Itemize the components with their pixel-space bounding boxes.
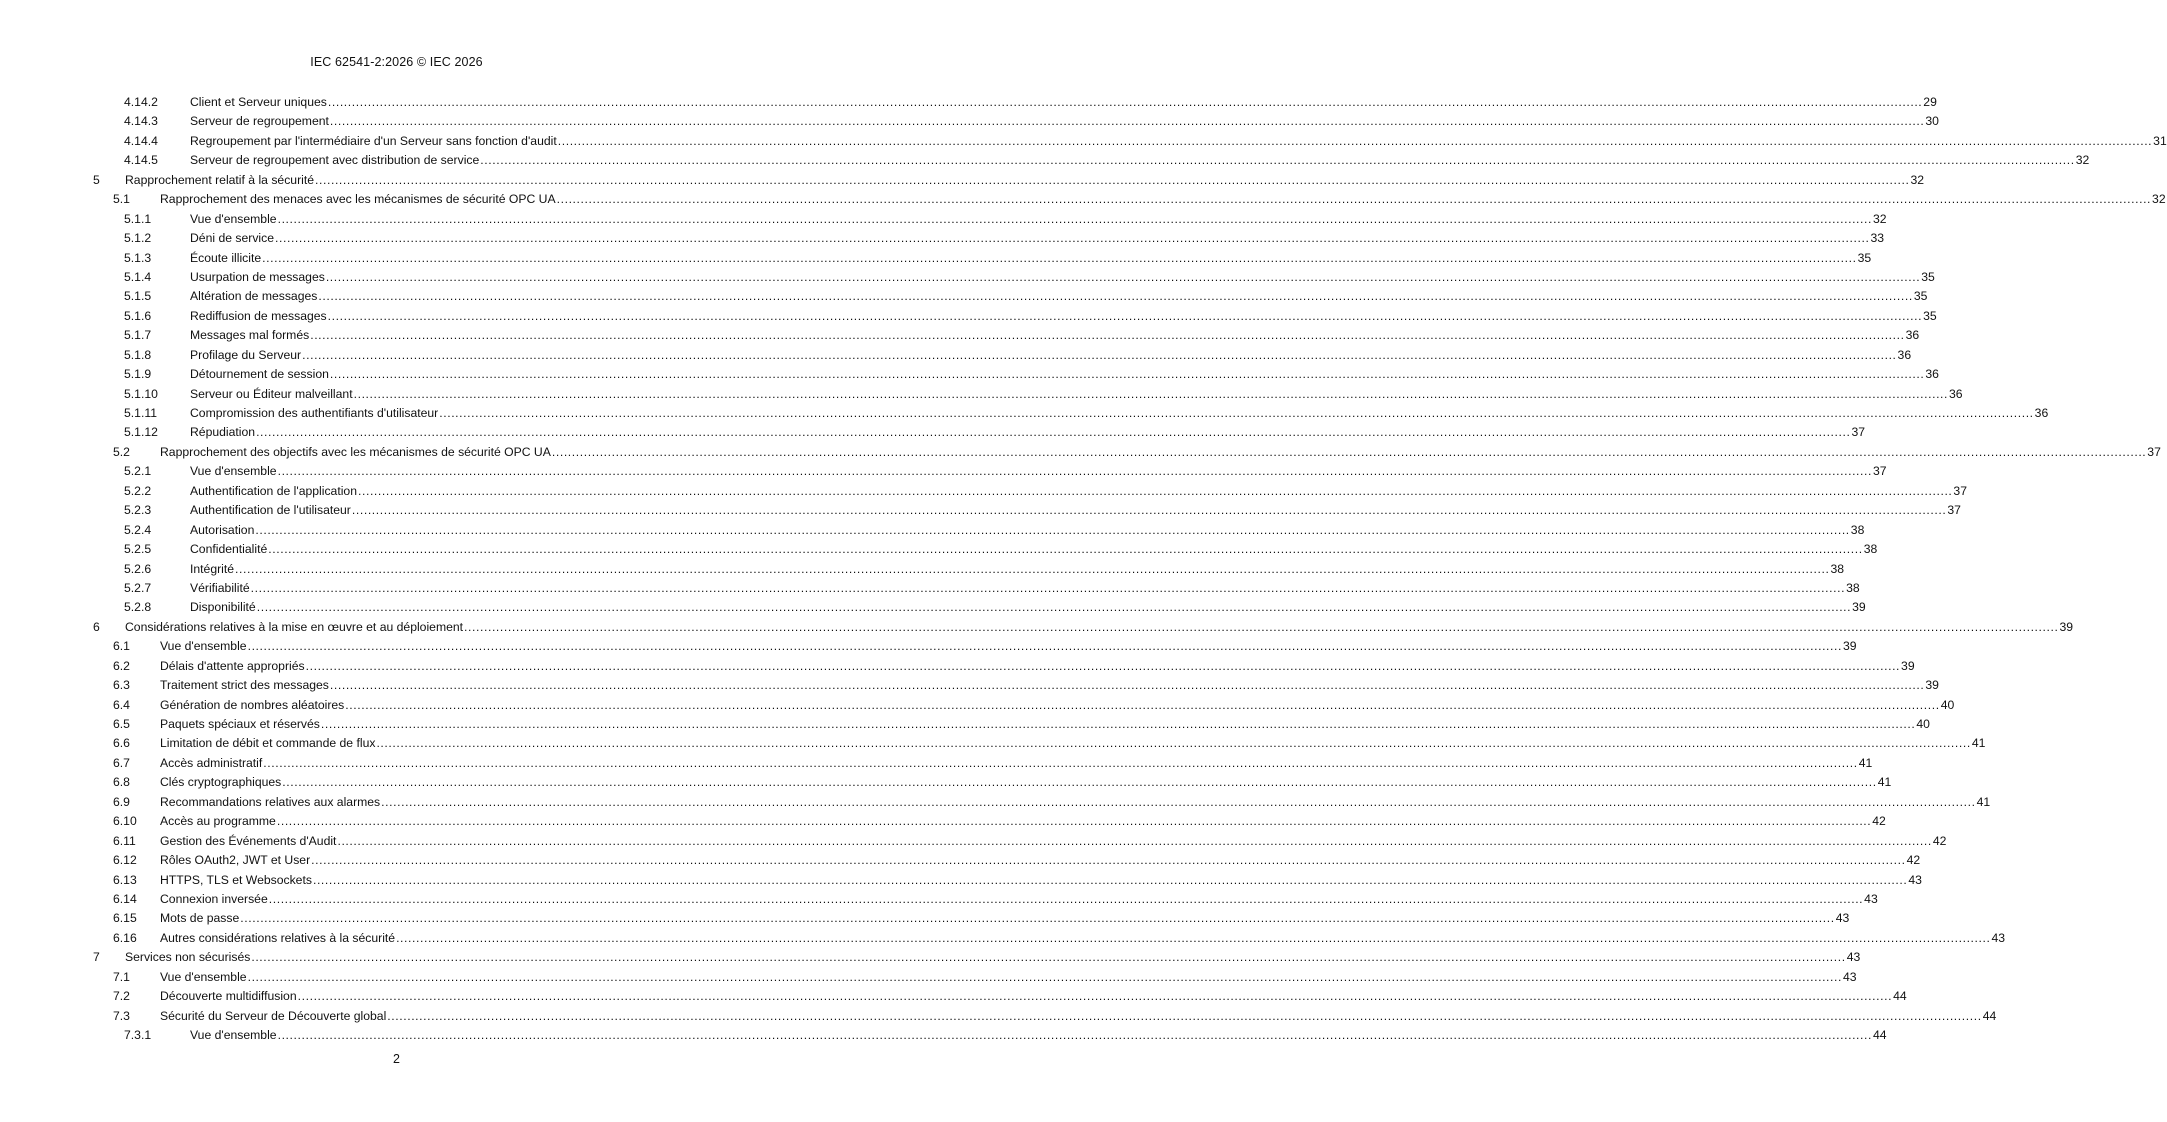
- toc-entry-number: 5.1.10: [124, 386, 158, 401]
- toc-entry-page: 41: [1858, 755, 1873, 770]
- toc-entry-title: Client et Serveur uniques: [190, 95, 327, 109]
- toc-entry[interactable]: [0, 734, 1986, 753]
- toc-entry-page: 41: [1976, 794, 1991, 809]
- toc-entry-title: Serveur de regroupement avec distribution de service: [190, 153, 480, 168]
- toc-entry-line: [160, 443, 2161, 462]
- toc-entry-title: Regroupement par l'intermédiaire d'un Serveur sans fonction d'audit: [190, 133, 557, 148]
- toc-entry[interactable]: [0, 365, 1939, 384]
- toc-entry-line: [190, 404, 2049, 423]
- dot-leader: ................................................................................................................................................................................................................................................................................................................................................................................................................: [351, 503, 1947, 518]
- toc-entry-page: 39: [1901, 658, 1915, 673]
- dot-leader: ................................................................................................................................................................................................................................................................................................................................................................................................................: [262, 250, 1857, 265]
- toc-entry[interactable]: [0, 229, 1884, 248]
- toc-entry[interactable]: [0, 715, 1930, 734]
- toc-entry-line: [160, 793, 1991, 812]
- toc-entry-number: 4.14.3: [124, 114, 158, 129]
- toc-entry[interactable]: [0, 93, 1937, 112]
- toc-entry[interactable]: [0, 307, 1937, 326]
- toc-entry-title: Rapprochement relatif à la sécurité: [125, 172, 315, 187]
- toc-entry[interactable]: [0, 657, 1915, 676]
- toc-entry-title: Accès au programme: [160, 814, 276, 829]
- toc-entry-line: [160, 968, 1857, 987]
- toc-entry-line: [190, 210, 1887, 229]
- toc-entry-title: Écoute illicite: [190, 250, 262, 265]
- toc-entry-line: [160, 190, 2166, 209]
- dot-leader: ................................................................................................................................................................................................................................................................................................................................................................................................................: [353, 386, 1949, 401]
- toc-entry-page: 43: [1846, 950, 1861, 965]
- toc-entry-page: 37: [1873, 464, 1887, 479]
- toc-entry-page: 41: [1971, 736, 1986, 751]
- toc-entry-line: [190, 1026, 1887, 1045]
- toc-entry-line: [190, 365, 1939, 384]
- toc-entry-page: 35: [1913, 289, 1928, 304]
- toc-entry-title: Limitation de débit et commande de flux: [160, 736, 376, 751]
- toc-entry-number: 5.1: [113, 192, 130, 207]
- toc-entry[interactable]: [0, 929, 2006, 948]
- toc-entry-title: Vérifiabilité: [190, 580, 250, 595]
- toc-entry-title: Intégrité: [190, 561, 235, 576]
- dot-leader: ................................................................................................................................................................................................................................................................................................................................................................................................................: [320, 717, 1916, 731]
- dot-leader: ................................................................................................................................................................................................................................................................................................................................................................................................................: [325, 269, 1921, 284]
- toc-entry-line: [125, 171, 1925, 190]
- toc-entry-number: 6.1: [113, 639, 130, 654]
- toc-entry[interactable]: [0, 521, 1865, 540]
- toc-entry-page: 42: [1906, 853, 1921, 868]
- toc-entry-title: Vue d'ensemble: [160, 969, 247, 984]
- toc-entry-line: [190, 521, 1865, 540]
- toc-entry-line: [190, 132, 2167, 151]
- dot-leader: ................................................................................................................................................................................................................................................................................................................................................................................................................: [251, 950, 1846, 965]
- toc-entry[interactable]: [0, 287, 1928, 306]
- dot-leader: ................................................................................................................................................................................................................................................................................................................................................................................................................: [255, 522, 1850, 537]
- toc-entry-page: 38: [1863, 542, 1878, 557]
- toc-entry-number: 7.3: [113, 1008, 130, 1023]
- toc-entry[interactable]: [0, 151, 2090, 170]
- dot-leader: ................................................................................................................................................................................................................................................................................................................................................................................................................: [297, 989, 1893, 1004]
- toc-entry-page: 29: [1923, 95, 1937, 109]
- toc-entry-number: 6.9: [113, 794, 130, 809]
- toc-entry-line: [190, 482, 1967, 501]
- toc-entry-title: Détournement de session: [190, 367, 329, 382]
- toc-entry-page: 32: [2152, 192, 2166, 207]
- toc-entry-number: 5.1.3: [124, 250, 152, 265]
- toc-entry-line: [160, 909, 1850, 928]
- toc-entry-title: Rediffusion de messages: [190, 308, 327, 323]
- toc-entry-page: 43: [1843, 969, 1857, 984]
- toc-entry-page: 35: [1921, 269, 1935, 284]
- dot-leader: ................................................................................................................................................................................................................................................................................................................................................................................................................: [345, 697, 1940, 712]
- toc-entry-line: [190, 346, 1912, 365]
- table-of-contents: [0, 93, 2167, 1045]
- toc-entry-number: 7.1: [113, 969, 130, 984]
- dot-leader: ................................................................................................................................................................................................................................................................................................................................................................................................................: [387, 1008, 1982, 1023]
- toc-entry-title: Usurpation de messages: [190, 269, 325, 284]
- toc-entry-title: Confidentialité: [190, 542, 268, 557]
- toc-entry[interactable]: [0, 987, 1907, 1006]
- toc-entry-number: 6.8: [113, 775, 130, 790]
- toc-entry[interactable]: [0, 637, 1857, 656]
- toc-entry-title: Délais d'attente appropriés: [160, 658, 305, 673]
- dot-leader: ................................................................................................................................................................................................................................................................................................................................................................................................................: [329, 114, 1925, 129]
- toc-entry-number: 6.14: [113, 891, 137, 906]
- toc-entry[interactable]: [0, 579, 1860, 598]
- toc-entry[interactable]: [0, 871, 1922, 890]
- dot-leader: ................................................................................................................................................................................................................................................................................................................................................................................................................: [327, 308, 1923, 323]
- toc-entry-line: [160, 1007, 1997, 1026]
- dot-leader: ................................................................................................................................................................................................................................................................................................................................................................................................................: [357, 483, 1953, 498]
- dot-leader: ................................................................................................................................................................................................................................................................................................................................................................................................................: [268, 891, 1864, 906]
- toc-entry[interactable]: [0, 501, 1961, 520]
- toc-entry-line: [190, 268, 1935, 287]
- toc-entry-line: [160, 929, 2006, 948]
- toc-entry-page: 36: [1905, 328, 1920, 343]
- toc-entry-page: 43: [1991, 930, 2006, 945]
- toc-entry[interactable]: [0, 812, 1886, 831]
- toc-entry-number: 6.11: [113, 833, 136, 848]
- toc-entry[interactable]: [0, 540, 1878, 559]
- toc-entry-line: [190, 307, 1937, 326]
- toc-entry-number: 7.3.1: [124, 1028, 152, 1042]
- dot-leader: ................................................................................................................................................................................................................................................................................................................................................................................................................: [557, 133, 2153, 148]
- toc-entry-line: [190, 501, 1961, 520]
- dot-leader: ................................................................................................................................................................................................................................................................................................................................................................................................................: [396, 930, 1991, 945]
- dot-leader: ................................................................................................................................................................................................................................................................................................................................................................................................................: [327, 95, 1923, 109]
- toc-entry-title: Authentification de l'application: [190, 483, 357, 498]
- toc-entry-number: 6.3: [113, 678, 130, 693]
- dot-leader: ................................................................................................................................................................................................................................................................................................................................................................................................................: [464, 619, 2059, 634]
- toc-entry-page: 36: [2034, 406, 2049, 420]
- toc-entry-page: 38: [1846, 580, 1860, 595]
- dot-leader: ................................................................................................................................................................................................................................................................................................................................................................................................................: [250, 580, 1846, 595]
- toc-entry-line: [190, 385, 1963, 404]
- toc-entry-page: 41: [1877, 775, 1892, 790]
- toc-entry-line: [190, 579, 1860, 598]
- page-number: 2: [393, 1052, 400, 1066]
- dot-leader: ................................................................................................................................................................................................................................................................................................................................................................................................................: [277, 464, 1873, 479]
- toc-entry-number: 5.1.5: [124, 289, 152, 304]
- toc-entry-title: Disponibilité: [190, 600, 256, 615]
- toc-entry-page: 35: [1857, 250, 1872, 265]
- toc-entry-number: 5.1.11: [124, 406, 157, 420]
- toc-entry-line: [160, 832, 1947, 851]
- toc-entry-number: 5.2.6: [124, 561, 152, 576]
- dot-leader: ................................................................................................................................................................................................................................................................................................................................................................................................................: [329, 367, 1925, 382]
- toc-entry-line: [160, 851, 1921, 870]
- toc-entry-line: [160, 754, 1873, 773]
- toc-entry-page: 38: [1830, 561, 1845, 576]
- toc-entry-page: 43: [1835, 911, 1850, 926]
- toc-entry-title: Paquets spéciaux et réservés: [160, 717, 320, 731]
- toc-entry-line: [160, 676, 1939, 695]
- dot-leader: ................................................................................................................................................................................................................................................................................................................................................................................................................: [318, 289, 1913, 304]
- toc-entry-page: 40: [1916, 717, 1930, 731]
- toc-entry-number: 6.6: [113, 736, 130, 751]
- dot-leader: ................................................................................................................................................................................................................................................................................................................................................................................................................: [312, 872, 1908, 887]
- toc-entry[interactable]: [0, 773, 1892, 792]
- toc-entry-page: 31: [2153, 133, 2167, 148]
- toc-entry-page: 44: [1873, 1028, 1887, 1042]
- toc-entry-line: [160, 812, 1886, 831]
- toc-entry-page: 39: [1852, 600, 1866, 615]
- toc-entry-page: 32: [1910, 172, 1925, 187]
- dot-leader: ................................................................................................................................................................................................................................................................................................................................................................................................................: [310, 328, 1905, 343]
- toc-entry-title: Connexion inversée: [160, 891, 268, 906]
- toc-entry-number: 6.10: [113, 814, 137, 829]
- toc-entry-title: Génération de nombres aléatoires: [160, 697, 345, 712]
- toc-entry-number: 5.2.4: [124, 522, 152, 537]
- toc-entry-page: 37: [2147, 444, 2161, 459]
- toc-entry-number: 7: [93, 950, 100, 965]
- toc-entry[interactable]: [0, 462, 1887, 481]
- toc-entry-title: Gestion des Événements d'Audit: [160, 833, 337, 848]
- toc-entry-number: 5.2.1: [124, 464, 152, 479]
- toc-entry[interactable]: [0, 948, 1861, 967]
- toc-entry-line: [160, 696, 1955, 715]
- toc-entry[interactable]: [0, 346, 1912, 365]
- page-header: IEC 62541-2:2026 © IEC 2026: [310, 55, 483, 69]
- toc-entry-title: Rôles OAuth2, JWT et User: [160, 853, 311, 868]
- toc-entry-title: Rapprochement des menaces avec les mécanismes de sécurité OPC UA: [160, 192, 556, 207]
- toc-entry-number: 5.2.3: [124, 503, 152, 518]
- toc-entry-title: HTTPS, TLS et Websockets: [160, 872, 312, 887]
- dot-leader: ................................................................................................................................................................................................................................................................................................................................................................................................................: [302, 347, 1897, 362]
- toc-entry-number: 6.4: [113, 697, 130, 712]
- toc-entry-page: 40: [1940, 697, 1955, 712]
- toc-entry-line: [190, 93, 1937, 112]
- toc-entry-title: Répudiation: [190, 425, 256, 440]
- toc-entry-title: Rapprochement des objectifs avec les mécanismes de sécurité OPC UA: [160, 444, 551, 459]
- toc-entry-number: 5.1.8: [124, 347, 152, 362]
- toc-entry[interactable]: [0, 112, 1939, 131]
- toc-entry-page: 44: [1893, 989, 1907, 1004]
- toc-entry-title: Vue d'ensemble: [190, 464, 277, 479]
- toc-entry-line: [160, 773, 1892, 792]
- toc-entry-page: 36: [1897, 347, 1912, 362]
- toc-entry-line: [190, 326, 1920, 345]
- dot-leader: ................................................................................................................................................................................................................................................................................................................................................................................................................: [276, 814, 1872, 829]
- dot-leader: ................................................................................................................................................................................................................................................................................................................................................................................................................: [480, 153, 2075, 168]
- toc-entry[interactable]: [0, 132, 2167, 151]
- toc-entry-line: [160, 890, 1878, 909]
- toc-entry[interactable]: [0, 754, 1873, 773]
- dot-leader: ................................................................................................................................................................................................................................................................................................................................................................................................................: [376, 736, 1971, 751]
- dot-leader: ................................................................................................................................................................................................................................................................................................................................................................................................................: [556, 192, 2152, 207]
- toc-entry[interactable]: [0, 598, 1866, 617]
- toc-entry[interactable]: [0, 190, 2166, 209]
- toc-entry[interactable]: [0, 618, 2074, 637]
- toc-entry[interactable]: [0, 443, 2161, 462]
- toc-entry-line: [190, 151, 2090, 170]
- toc-entry[interactable]: [0, 1007, 1997, 1026]
- toc-entry-title: Clés cryptographiques: [160, 775, 282, 790]
- toc-entry-line: [190, 540, 1878, 559]
- toc-entry-title: Découverte multidiffusion: [160, 989, 297, 1004]
- dot-leader: ................................................................................................................................................................................................................................................................................................................................................................................................................: [329, 678, 1925, 693]
- toc-entry[interactable]: [0, 171, 1925, 190]
- toc-entry-number: 4.14.4: [124, 133, 158, 148]
- dot-leader: ................................................................................................................................................................................................................................................................................................................................................................................................................: [268, 542, 1863, 557]
- dot-leader: ................................................................................................................................................................................................................................................................................................................................................................................................................: [263, 755, 1858, 770]
- toc-entry-line: [160, 871, 1922, 890]
- toc-entry[interactable]: [0, 696, 1955, 715]
- toc-entry-title: Messages mal formés: [190, 328, 310, 343]
- toc-entry-line: [125, 948, 1861, 967]
- toc-entry-title: Vue d'ensemble: [160, 639, 247, 654]
- toc-entry-title: Services non sécurisés: [125, 950, 251, 965]
- toc-entry-title: Considérations relatives à la mise en œuvre et au déploiement: [125, 619, 464, 634]
- toc-entry-line: [190, 229, 1884, 248]
- toc-entry-number: 6.2: [113, 658, 130, 673]
- dot-leader: ................................................................................................................................................................................................................................................................................................................................................................................................................: [256, 425, 1851, 440]
- dot-leader: ................................................................................................................................................................................................................................................................................................................................................................................................................: [256, 600, 1852, 615]
- toc-entry[interactable]: [0, 832, 1947, 851]
- dot-leader: ................................................................................................................................................................................................................................................................................................................................................................................................................: [277, 1028, 1873, 1042]
- toc-entry[interactable]: [0, 851, 1921, 870]
- toc-entry-page: 39: [1843, 639, 1857, 654]
- toc-entry[interactable]: [0, 326, 1920, 345]
- toc-entry-number: 5.2: [113, 444, 130, 459]
- toc-entry-page: 35: [1923, 308, 1937, 323]
- toc-entry-line: [190, 598, 1866, 617]
- toc-entry-number: 6.5: [113, 717, 130, 731]
- toc-entry[interactable]: [0, 268, 1935, 287]
- toc-entry-number: 6.13: [113, 872, 137, 887]
- toc-entry-page: 43: [1908, 872, 1922, 887]
- toc-entry-title: Autorisation: [190, 522, 255, 537]
- toc-entry-number: 6: [93, 619, 100, 634]
- toc-entry-page: 37: [1851, 425, 1866, 440]
- toc-entry-number: 4.14.2: [124, 95, 158, 109]
- toc-entry[interactable]: [0, 249, 1872, 268]
- toc-entry[interactable]: [0, 423, 1866, 442]
- toc-entry-number: 6.15: [113, 911, 137, 926]
- toc-entry-title: Autres considérations relatives à la sécurité: [160, 930, 396, 945]
- toc-entry-line: [160, 715, 1930, 734]
- toc-entry-page: 39: [2059, 619, 2074, 634]
- toc-entry[interactable]: [0, 968, 1857, 987]
- toc-entry-number: 5.2.2: [124, 483, 152, 498]
- dot-leader: ................................................................................................................................................................................................................................................................................................................................................................................................................: [240, 911, 1835, 926]
- dot-leader: ................................................................................................................................................................................................................................................................................................................................................................................................................: [277, 211, 1873, 226]
- toc-entry-line: [160, 637, 1857, 656]
- toc-entry[interactable]: [0, 676, 1939, 695]
- toc-entry-line: [190, 423, 1866, 442]
- toc-entry-number: 5: [93, 172, 100, 187]
- toc-entry[interactable]: [0, 909, 1850, 928]
- toc-entry-title: Accès administratif: [160, 755, 263, 770]
- toc-entry-page: 39: [1925, 678, 1939, 693]
- toc-entry-title: Profilage du Serveur: [190, 347, 302, 362]
- toc-entry-number: 5.1.2: [124, 231, 152, 246]
- toc-entry[interactable]: [0, 385, 1963, 404]
- toc-entry-number: 5.1.7: [124, 328, 152, 343]
- dot-leader: ................................................................................................................................................................................................................................................................................................................................................................................................................: [311, 853, 1906, 868]
- toc-entry-title: Vue d'ensemble: [190, 1028, 277, 1042]
- toc-entry-line: [160, 734, 1986, 753]
- toc-entry-title: Compromission des authentifiants d'utilisateur: [190, 406, 439, 420]
- toc-entry-number: 5.2.5: [124, 542, 152, 557]
- toc-entry-page: 33: [1870, 231, 1884, 246]
- toc-entry[interactable]: [0, 793, 1991, 812]
- toc-entry-line: [190, 287, 1928, 306]
- toc-entry-page: 30: [1925, 114, 1939, 129]
- toc-entry-number: 5.2.7: [124, 580, 152, 595]
- toc-entry[interactable]: [0, 560, 1845, 579]
- toc-entry-line: [190, 462, 1887, 481]
- toc-entry-line: [190, 112, 1939, 131]
- dot-leader: ................................................................................................................................................................................................................................................................................................................................................................................................................: [337, 833, 1932, 848]
- dot-leader: ................................................................................................................................................................................................................................................................................................................................................................................................................: [439, 406, 2034, 420]
- toc-entry-page: 32: [1873, 211, 1887, 226]
- toc-entry-page: 42: [1932, 833, 1947, 848]
- toc-entry-title: Recommandations relatives aux alarmes: [160, 794, 381, 809]
- toc-entry-number: 6.12: [113, 853, 137, 868]
- toc-entry[interactable]: [0, 482, 1967, 501]
- toc-entry-line: [160, 987, 1907, 1006]
- dot-leader: ................................................................................................................................................................................................................................................................................................................................................................................................................: [235, 561, 1830, 576]
- toc-entry-number: 5.1.9: [124, 367, 152, 382]
- toc-entry-number: 5.1.1: [124, 211, 152, 226]
- toc-entry-title: Traitement strict des messages: [160, 678, 329, 693]
- dot-leader: ................................................................................................................................................................................................................................................................................................................................................................................................................: [315, 172, 1910, 187]
- dot-leader: ................................................................................................................................................................................................................................................................................................................................................................................................................: [247, 639, 1843, 654]
- toc-entry-line: [160, 657, 1915, 676]
- dot-leader: ................................................................................................................................................................................................................................................................................................................................................................................................................: [282, 775, 1877, 790]
- toc-entry-title: Déni de service: [190, 231, 274, 246]
- toc-entry-title: Vue d'ensemble: [190, 211, 277, 226]
- toc-entry-number: 5.1.6: [124, 308, 152, 323]
- toc-entry-line: [190, 249, 1872, 268]
- toc-entry-page: 37: [1953, 483, 1967, 498]
- toc-entry-page: 32: [2075, 153, 2090, 168]
- toc-entry-title: Serveur ou Éditeur malveillant: [190, 386, 353, 401]
- toc-entry-page: 43: [1864, 891, 1878, 906]
- dot-leader: ................................................................................................................................................................................................................................................................................................................................................................................................................: [247, 969, 1843, 984]
- toc-entry-title: Serveur de regroupement: [190, 114, 329, 129]
- toc-entry-page: 36: [1925, 367, 1939, 382]
- toc-entry-title: Sécurité du Serveur de Découverte global: [160, 1008, 387, 1023]
- toc-entry-number: 5.2.8: [124, 600, 152, 615]
- toc-entry[interactable]: [0, 210, 1887, 229]
- toc-entry-line: [125, 618, 2074, 637]
- toc-entry-line: [190, 560, 1845, 579]
- toc-entry[interactable]: [0, 1026, 1887, 1045]
- toc-entry-number: 6.16: [113, 930, 137, 945]
- toc-entry-page: 38: [1850, 522, 1865, 537]
- toc-entry-page: 36: [1949, 386, 1963, 401]
- toc-entry[interactable]: [0, 890, 1878, 909]
- toc-entry-number: 5.1.12: [124, 425, 158, 440]
- toc-entry-page: 44: [1982, 1008, 1997, 1023]
- toc-entry-title: Authentification de l'utilisateur: [190, 503, 351, 518]
- dot-leader: ................................................................................................................................................................................................................................................................................................................................................................................................................: [551, 444, 2147, 459]
- toc-entry-number: 7.2: [113, 989, 130, 1004]
- toc-entry-page: 37: [1947, 503, 1961, 518]
- dot-leader: ................................................................................................................................................................................................................................................................................................................................................................................................................: [275, 231, 1870, 246]
- toc-entry-title: Altération de messages: [190, 289, 318, 304]
- dot-leader: ................................................................................................................................................................................................................................................................................................................................................................................................................: [305, 658, 1901, 673]
- toc-entry-number: 4.14.5: [124, 153, 158, 168]
- toc-entry-page: 42: [1872, 814, 1886, 829]
- toc-entry-title: Mots de passe: [160, 911, 240, 926]
- dot-leader: ................................................................................................................................................................................................................................................................................................................................................................................................................: [381, 794, 1976, 809]
- toc-entry[interactable]: [0, 404, 2049, 423]
- toc-entry-number: 5.1.4: [124, 269, 152, 284]
- toc-entry-number: 6.7: [113, 755, 130, 770]
